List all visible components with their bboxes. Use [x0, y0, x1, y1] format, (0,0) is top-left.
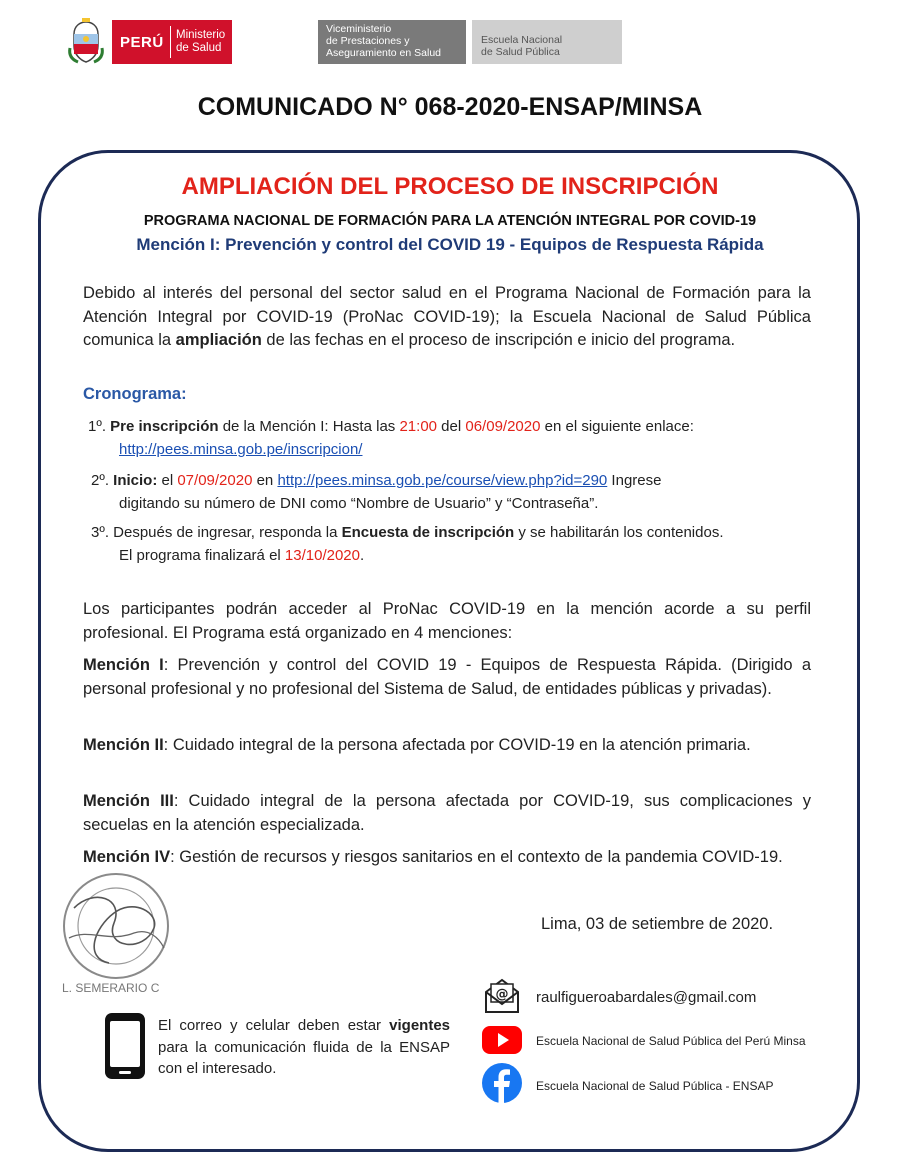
contact-email: raulfigueroabardales@gmail.com: [536, 989, 757, 1006]
youtube-icon: [482, 1020, 522, 1060]
ministry-line-1: Ministerio: [176, 29, 226, 41]
mencion-1: [83, 654, 811, 701]
mencion-1-text: : Prevención y control del COVID 19 - Equipos de Respuesta Rápida. (Dirigido a personal profesional y no profesional del Sistema de Salud, de entidades públicas y privadas).: [83, 656, 812, 698]
viceministry-brand: [318, 20, 466, 64]
mencion-2: [83, 734, 811, 758]
country-label: PERÚ: [120, 34, 164, 51]
step-2: [91, 470, 661, 492]
coat-of-arms-icon: [66, 18, 106, 66]
phone-note: [158, 1015, 450, 1080]
stamp-text: L. SEMERARIO C: [62, 981, 160, 995]
step-2-line-2: digitando su número de DNI como “Nombre de Usuario” y “Contraseña”.: [119, 495, 599, 512]
svg-text:@: @: [495, 987, 509, 1002]
school-label: [481, 34, 562, 58]
school-brand: [472, 20, 622, 64]
step-3-end: .: [360, 547, 365, 564]
mencion-3-text: : Cuidado integral de la persona afectada por COVID-19, sus complicaciones y secuelas en la atención especializada.: [83, 792, 811, 834]
cronograma-label: Cronograma:: [83, 385, 187, 403]
vice-line-2: de Prestaciones y: [326, 35, 410, 47]
step-1-text-1: de la Mención I: Hasta las: [218, 418, 400, 435]
header-logos: [66, 14, 626, 70]
mencion-4: [83, 846, 811, 870]
course-link[interactable]: http://pees.minsa.gob.pe/course/view.php?id=290: [277, 472, 608, 489]
ministry-label: [176, 29, 225, 55]
main-title: AMPLIACIÓN DEL PROCESO DE INSCRIPCIÓN: [181, 173, 719, 200]
step-2-text-1: el: [157, 472, 178, 489]
email-icon: [482, 976, 522, 1016]
mencion-3: [83, 790, 811, 837]
step-3-date: 13/10/2020: [284, 547, 360, 564]
school-line-1: Escuela Nacional: [481, 34, 563, 46]
divider: [170, 26, 171, 58]
phone-icon: [104, 1012, 146, 1080]
contact-facebook: Escuela Nacional de Salud Pública - ENSAP: [536, 1079, 774, 1093]
step-1: [88, 416, 694, 438]
mencion-2-text: : Cuidado integral de la persona afectada por COVID-19 en la atención primaria.: [163, 736, 751, 754]
school-line-2: de Salud Pública: [481, 46, 560, 58]
mencion-1-label: Mención I: [83, 656, 164, 674]
viceministry-label: [326, 23, 441, 59]
step-1-text-2: del: [437, 418, 466, 435]
step-3-number: 3º.: [91, 524, 114, 541]
place-date: Lima, 03 de setiembre de 2020.: [541, 915, 774, 933]
mencion-2-label: Mención II: [83, 736, 164, 754]
facebook-icon: [482, 1063, 522, 1103]
contact-youtube: Escuela Nacional de Salud Pública del Perú Minsa: [536, 1034, 806, 1048]
vice-line-3: Aseguramiento en Salud: [326, 47, 441, 59]
step-1-link-line: [119, 439, 362, 461]
step-2-date: 07/09/2020: [177, 472, 253, 489]
step-2-bold: Inicio:: [113, 472, 158, 489]
mencion-4-text: : Gestión de recursos y riesgos sanitarios en el contexto de la pandemia COVID-19.: [170, 848, 783, 866]
intro-paragraph: [83, 282, 811, 353]
participants-paragraph: Los participantes podrán acceder al ProNac COVID-19 en la mención acorde a su perfil profesional. El Programa está organizado en 4 menciones:: [83, 600, 811, 642]
step-3-text-1: Después de ingresar, responda la: [113, 524, 342, 541]
step-3-text-2: y se habilitarán los contenidos.: [514, 524, 724, 541]
mention-title: Mención I: Prevención y control del COVID 19 - Equipos de Respuesta Rápida: [136, 235, 764, 254]
mencion-4-label: Mención IV: [83, 848, 171, 866]
intro-bold: ampliación: [175, 331, 262, 349]
document-title: COMUNICADO N° 068-2020-ENSAP/MINSA: [197, 93, 703, 121]
step-2-text-2: en: [252, 472, 278, 489]
intro-text-1: Debido al interés del personal del sector salud en el Programa Nacional de Formación para la Atención Integral por COVID-19 (ProNac COVID-19); la Escuela Nacional de Salud Pública comunica la: [83, 284, 811, 349]
step-3-bold: Encuesta de inscripción: [341, 524, 515, 541]
step-3: [91, 522, 724, 544]
step-1-text-3: en el siguiente enlace:: [540, 418, 694, 435]
phone-note-bold: vigentes: [389, 1017, 450, 1034]
mencion-3-label: Mención III: [83, 792, 174, 810]
peru-brand: [112, 20, 232, 64]
official-stamp: [54, 868, 174, 998]
step-1-bold: Pre inscripción: [110, 418, 219, 435]
step-2-text-3: Ingrese: [607, 472, 662, 489]
phone-note-text-2: para la comunicación fluida de la ENSAP con el interesado.: [158, 1038, 450, 1077]
step-1-number: 1º.: [88, 418, 111, 435]
step-3-line-2: [119, 545, 364, 567]
step-3-line-2-text: El programa finalizará el: [119, 547, 285, 564]
ministry-line-2: de Salud: [176, 42, 222, 54]
inscripcion-link[interactable]: http://pees.minsa.gob.pe/inscripcion/: [119, 441, 363, 458]
step-1-date: 06/09/2020: [465, 418, 541, 435]
step-1-time: 21:00: [399, 418, 438, 435]
step-2-number: 2º.: [91, 472, 114, 489]
phone-note-text-1: El correo y celular deben estar: [158, 1017, 390, 1034]
program-subtitle: PROGRAMA NACIONAL DE FORMACIÓN PARA LA ATENCIÓN INTEGRAL POR COVID-19: [143, 213, 757, 229]
vice-line-1: Viceministerio: [326, 23, 392, 35]
intro-text-2: de las fechas en el proceso de inscripción e inicio del programa.: [261, 331, 736, 349]
